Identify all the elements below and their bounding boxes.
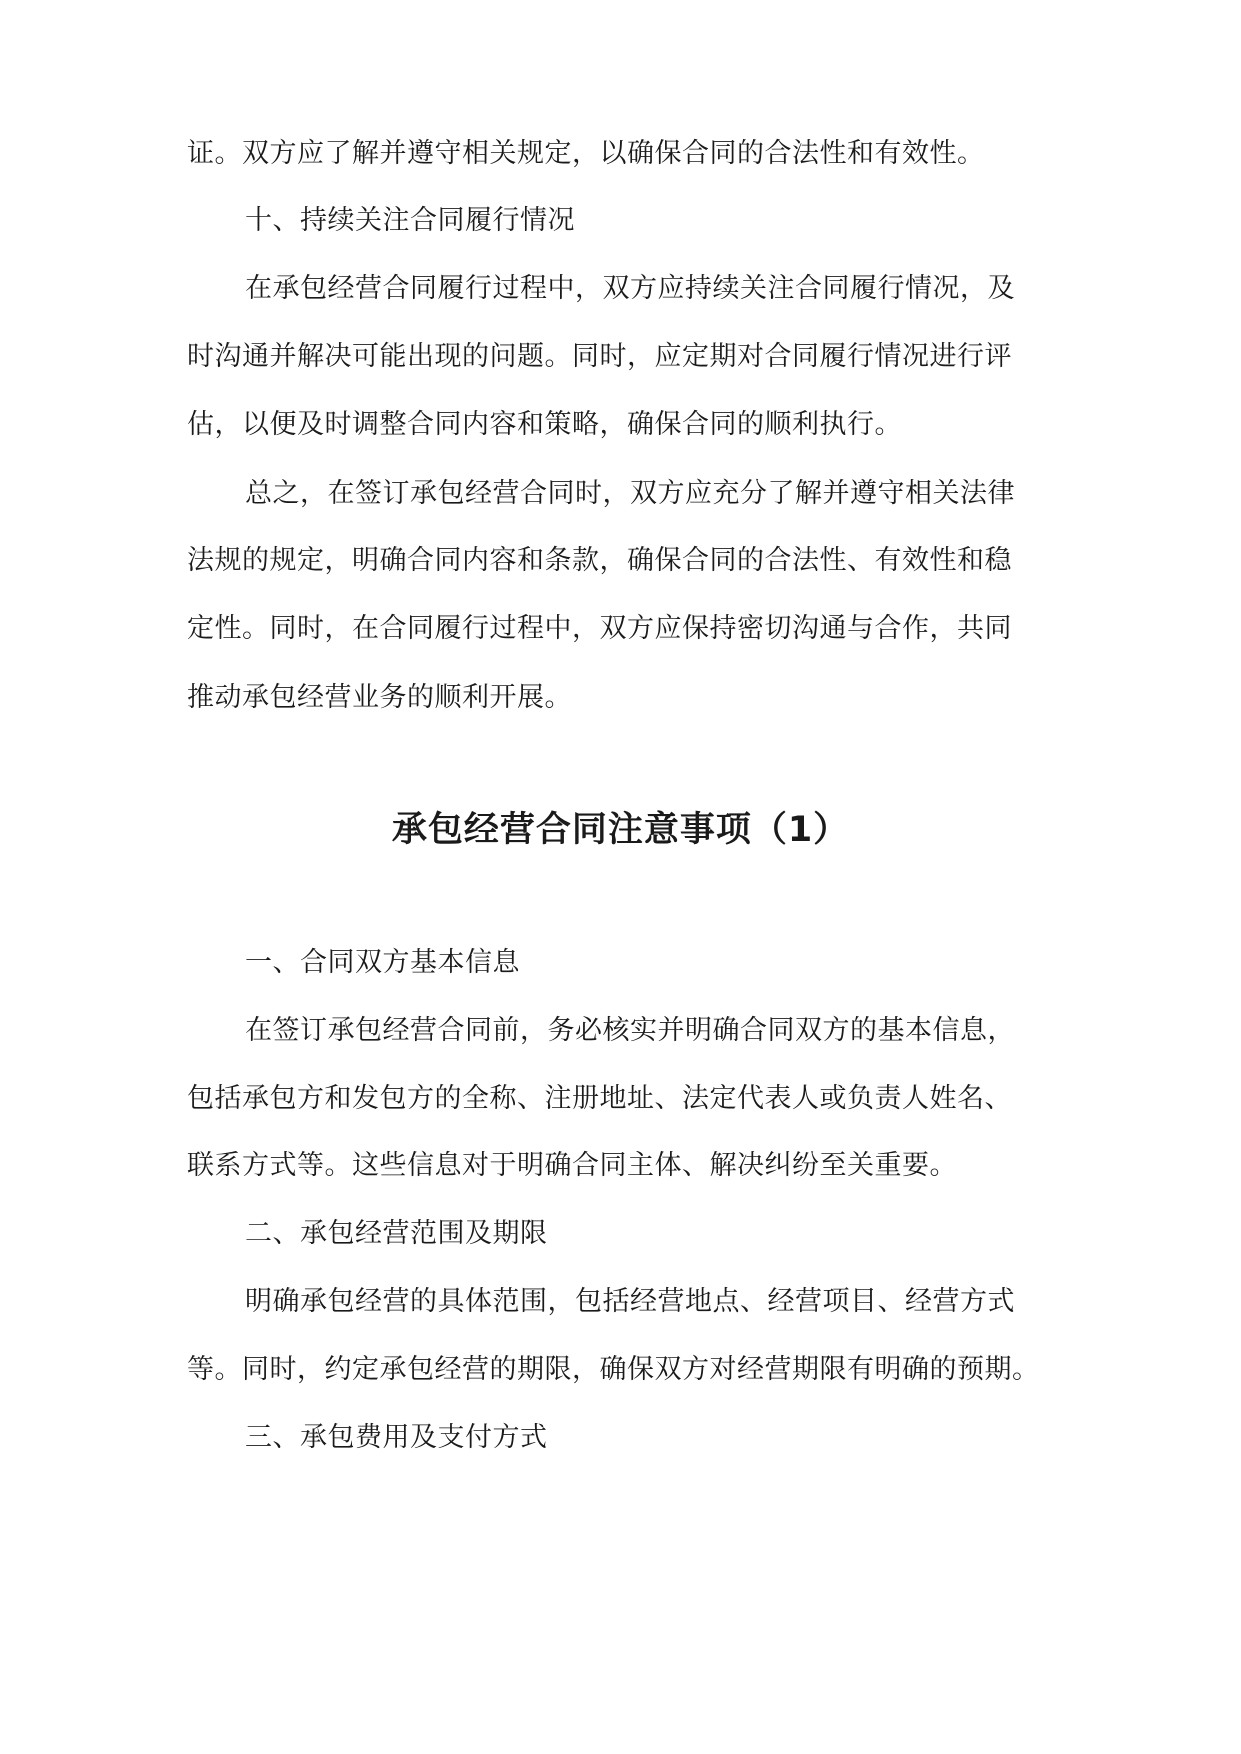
- paragraph-line: 在签订承包经营合同前，务必核实并明确合同双方的基本信息，: [245, 1015, 1015, 1046]
- paragraph-line: 明确承包经营的具体范围，包括经营地点、经营项目、经营方式: [245, 1286, 1015, 1317]
- section-heading-2: 二、承包经营范围及期限: [245, 1218, 548, 1249]
- paragraph-line: 时沟通并解决可能出现的问题。同时，应定期对合同履行情况进行评: [187, 341, 1012, 372]
- paragraph-line: 推动承包经营业务的顺利开展。: [187, 682, 572, 713]
- section-heading-3: 三、承包费用及支付方式: [245, 1422, 548, 1453]
- section-heading-1: 一、合同双方基本信息: [245, 947, 520, 978]
- paragraph-line: 估，以便及时调整合同内容和策略，确保合同的顺利执行。: [187, 409, 902, 440]
- paragraph-line: 总之，在签订承包经营合同时，双方应充分了解并遵守相关法律: [245, 478, 1015, 509]
- section-heading-10: 十、持续关注合同履行情况: [245, 205, 575, 236]
- paragraph-line: 联系方式等。这些信息对于明确合同主体、解决纠纷至关重要。: [187, 1150, 957, 1181]
- paragraph-line: 定性。同时，在合同履行过程中，双方应保持密切沟通与合作，共同: [187, 613, 1012, 644]
- paragraph-line: 证。双方应了解并遵守相关规定，以确保合同的合法性和有效性。: [187, 138, 985, 169]
- paragraph-line: 在承包经营合同履行过程中，双方应持续关注合同履行情况，及: [245, 273, 1015, 304]
- section-title: 承包经营合同注意事项（1）: [391, 810, 850, 850]
- paragraph-line: 法规的规定，明确合同内容和条款，确保合同的合法性、有效性和稳: [187, 545, 1012, 576]
- paragraph-line: 包括承包方和发包方的全称、注册地址、法定代表人或负责人姓名、: [187, 1083, 1012, 1114]
- paragraph-line: 等。同时，约定承包经营的期限，确保双方对经营期限有明确的预期。: [187, 1354, 1040, 1385]
